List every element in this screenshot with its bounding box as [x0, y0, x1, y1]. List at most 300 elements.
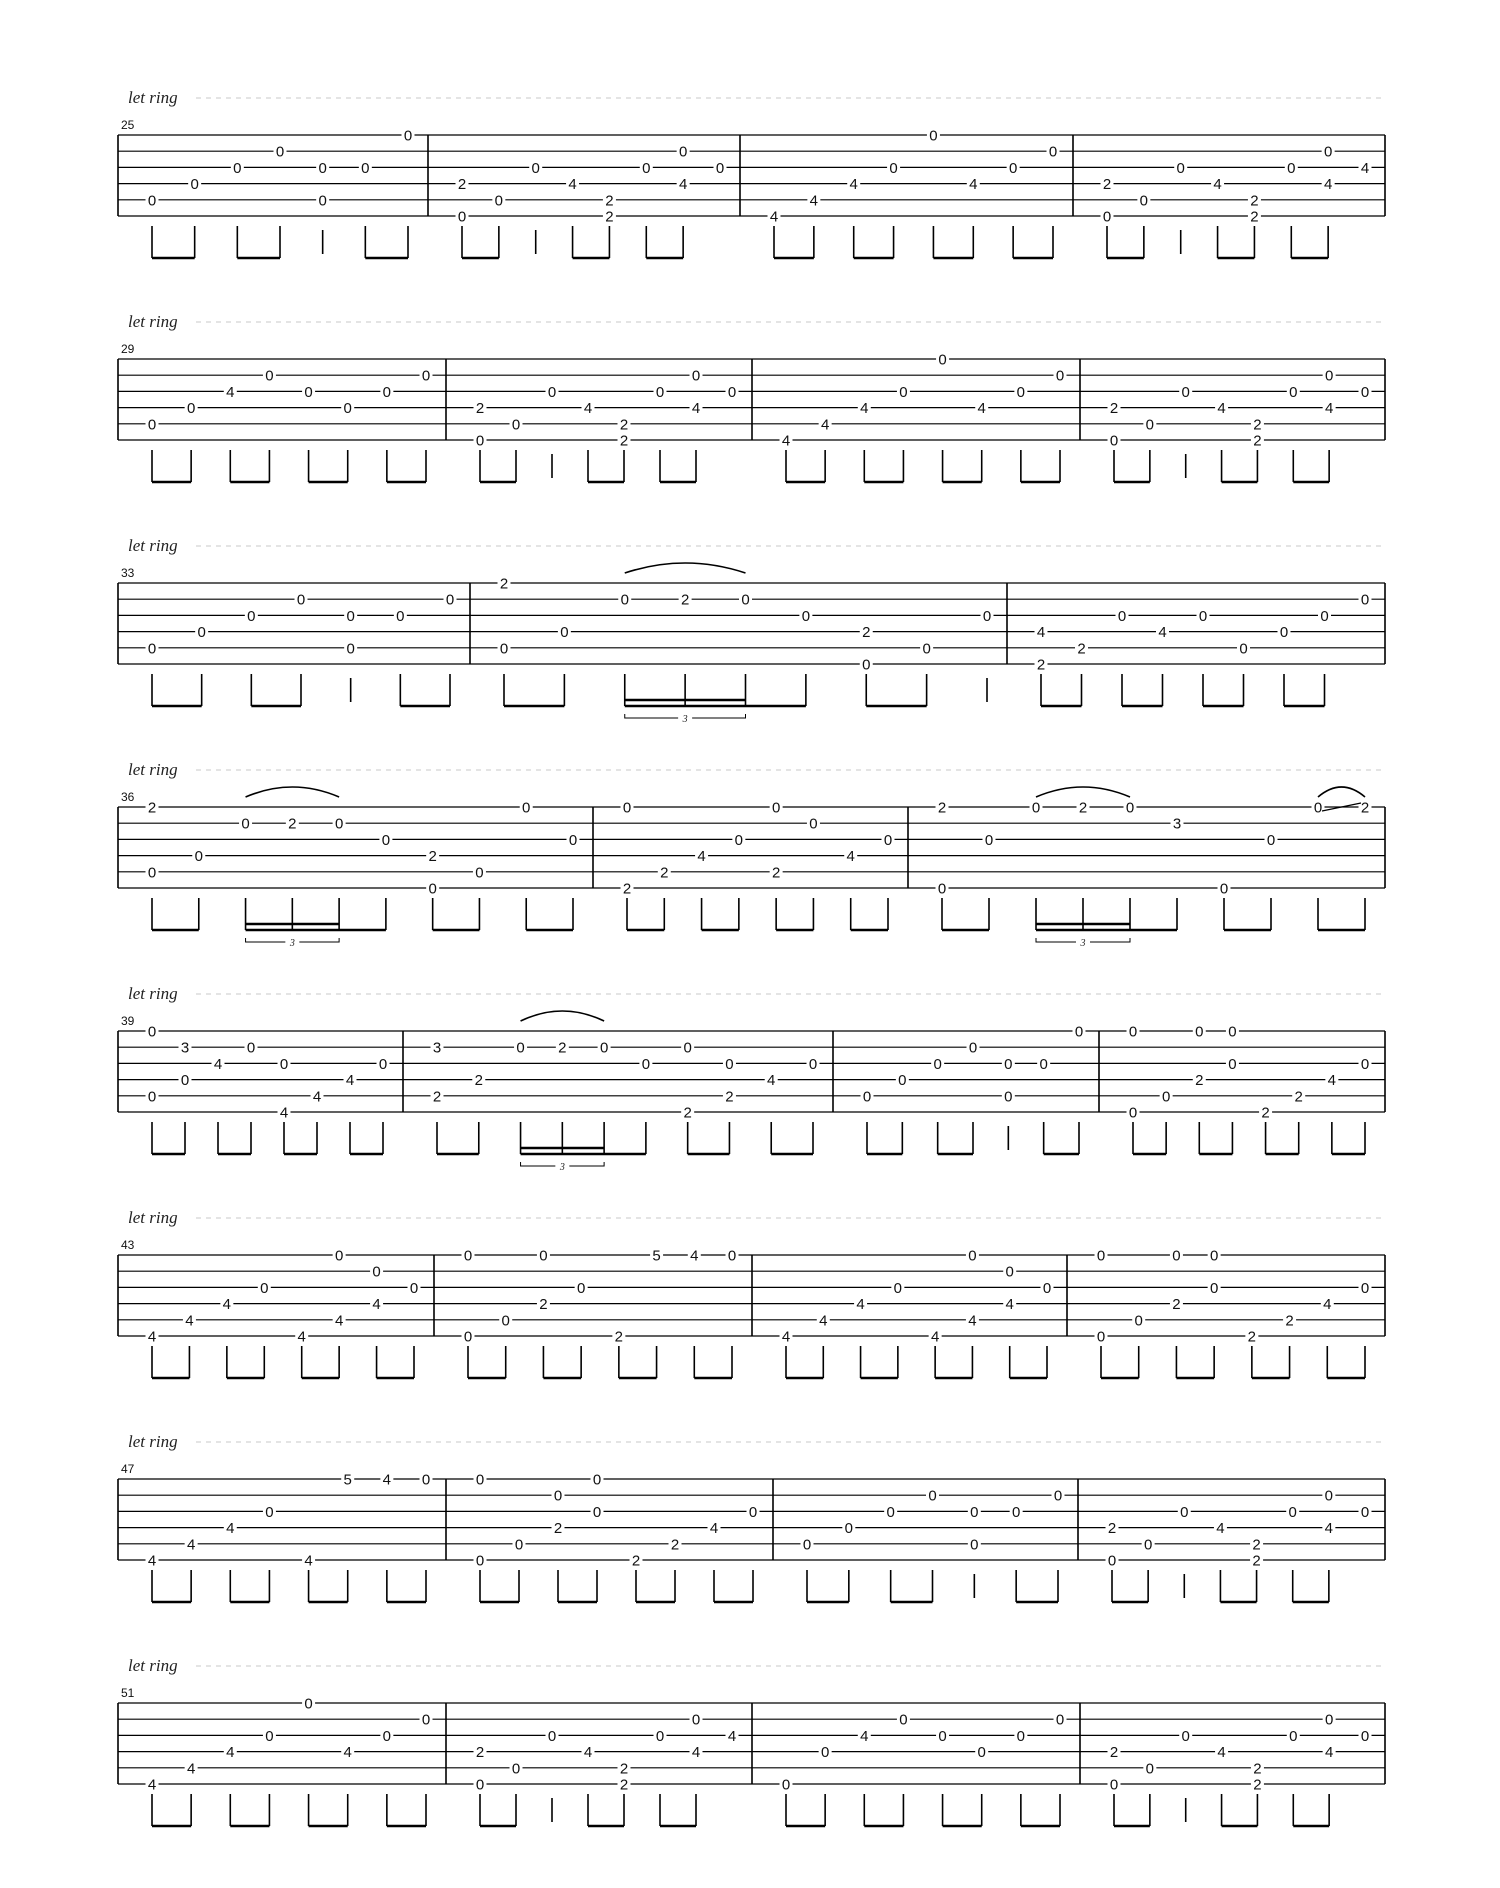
rhythm-group — [1013, 226, 1053, 258]
tab-measure — [780, 351, 1067, 482]
tab-measure — [474, 1711, 739, 1826]
fret-number: 0 — [382, 1727, 392, 1745]
fret-number: 4 — [690, 1247, 699, 1265]
fret-number: 0 — [516, 1039, 525, 1057]
fret-number: 0 — [1172, 1247, 1181, 1265]
fret-number: 2 — [670, 1536, 680, 1554]
rhythm-group — [309, 450, 348, 482]
rhythm-group — [284, 1122, 317, 1154]
fret-number: 0 — [514, 1536, 524, 1554]
fret-number: 4 — [1323, 176, 1333, 194]
fret-number: 0 — [1125, 799, 1135, 817]
fret-number: 0 — [655, 1727, 665, 1745]
fret-number: 0 — [889, 159, 898, 177]
let-ring-label: let ring — [128, 984, 178, 1003]
fret-number: 0 — [970, 1503, 979, 1521]
fret-number: 4 — [297, 1328, 306, 1346]
rhythm-group — [935, 1346, 972, 1378]
fret-number: 2 — [937, 799, 947, 817]
fret-number: 0 — [378, 1055, 388, 1073]
measure-number: 33 — [121, 566, 135, 580]
rhythm-group — [619, 1346, 657, 1378]
fret-number: 0 — [1289, 383, 1298, 401]
rhythm-group — [688, 1122, 730, 1154]
fret-number: 4 — [691, 400, 701, 418]
rhythm-group — [807, 1570, 849, 1602]
fret-number: 2 — [539, 1296, 548, 1314]
rhythm-group — [1021, 450, 1060, 482]
fret-number: 0 — [522, 799, 531, 817]
slur-arc — [625, 563, 746, 573]
rhythm-group — [573, 226, 610, 258]
fret-number: 0 — [1016, 383, 1026, 401]
rhythm-group — [1293, 1570, 1329, 1602]
tab-measure — [474, 367, 739, 482]
fret-number: 0 — [346, 607, 355, 625]
fret-number: 4 — [781, 1328, 791, 1346]
fret-number: 0 — [576, 1279, 586, 1297]
fret-number: 0 — [727, 1247, 737, 1265]
rhythm-group — [1222, 1794, 1258, 1826]
fret-number: 4 — [697, 848, 706, 866]
measure-number: 43 — [121, 1238, 135, 1252]
rhythm-group — [660, 1794, 696, 1826]
fret-number: 0 — [734, 831, 744, 849]
rhythm-group — [526, 898, 573, 930]
rhythm-group — [543, 1346, 581, 1378]
fret-number: 0 — [984, 831, 994, 849]
rhythm-group — [943, 450, 982, 482]
rhythm-group — [152, 226, 195, 258]
fret-number: 3 — [180, 1039, 190, 1057]
slide-arc — [1318, 787, 1365, 797]
fret-number: 0 — [499, 640, 509, 658]
fret-number: 0 — [938, 1727, 947, 1745]
fret-number: 4 — [977, 400, 986, 418]
rhythm-group — [1016, 1570, 1058, 1602]
fret-number: 0 — [886, 1503, 895, 1521]
fret-number: 2 — [660, 864, 669, 882]
fret-number: 0 — [592, 1503, 602, 1521]
triplet-number: 3 — [682, 714, 688, 725]
fret-number: 0 — [655, 383, 665, 401]
fret-number: 0 — [296, 591, 306, 609]
fret-number: 4 — [781, 432, 791, 450]
tab-measure — [146, 127, 415, 258]
fret-number: 3 — [432, 1039, 442, 1057]
tab-measure — [801, 1487, 1065, 1602]
rhythm-group — [437, 1122, 479, 1154]
rhythm-group — [1327, 1346, 1365, 1378]
fret-number: 0 — [1324, 1711, 1334, 1729]
fret-number: 2 — [1253, 1776, 1262, 1794]
fret-number: 5 — [652, 1247, 661, 1265]
rhythm-group — [251, 674, 301, 706]
tab-system — [118, 536, 1385, 725]
fret-number: 4 — [968, 1312, 977, 1330]
rhythm-group — [861, 1346, 898, 1378]
fret-number: 0 — [691, 1711, 701, 1729]
rhythm-group — [1318, 898, 1365, 930]
fret-number: 0 — [246, 1039, 256, 1057]
let-ring-label: let ring — [128, 1208, 178, 1227]
rhythm-group — [1220, 1570, 1256, 1602]
rhythm-group — [387, 1794, 426, 1826]
fret-number: 2 — [1252, 1552, 1261, 1570]
fret-number: 0 — [1324, 1487, 1334, 1505]
fret-number: 0 — [304, 1695, 313, 1713]
rhythm-group — [771, 1122, 813, 1154]
fret-number: 4 — [147, 1776, 157, 1794]
fret-number: 0 — [475, 1471, 485, 1489]
rhythm-group — [237, 226, 280, 258]
fret-number: 0 — [982, 607, 992, 625]
fret-number: 0 — [147, 192, 157, 210]
fret-number: 0 — [862, 656, 871, 674]
fret-number: 2 — [475, 1744, 485, 1762]
rhythm-group — [1107, 226, 1144, 258]
rhythm-group — [866, 674, 926, 706]
fret-number: 0 — [421, 1711, 431, 1729]
fret-number: 0 — [1055, 367, 1065, 385]
fret-number: 0 — [346, 640, 355, 658]
fret-number: 0 — [531, 159, 540, 177]
fret-number: 2 — [288, 815, 297, 833]
rhythm-group — [774, 226, 814, 258]
rhythm-group — [309, 1570, 348, 1602]
fret-number: 0 — [233, 159, 242, 177]
rhythm-group — [938, 1122, 973, 1154]
fret-number: 4 — [226, 1520, 235, 1538]
fret-number: 0 — [382, 383, 392, 401]
fret-number: 2 — [1253, 1760, 1262, 1778]
tab-system — [118, 312, 1385, 482]
fret-number: 0 — [933, 1055, 942, 1073]
fret-number: 0 — [147, 416, 157, 434]
fret-number: 0 — [641, 1055, 651, 1073]
fret-number: 4 — [809, 192, 819, 210]
fret-number: 4 — [1324, 400, 1334, 418]
rhythm-group — [1293, 1794, 1329, 1826]
rhythm-group — [480, 450, 516, 482]
rhythm-group — [152, 1794, 191, 1826]
fret-number: 0 — [334, 815, 344, 833]
fret-number: 0 — [1313, 799, 1323, 817]
fret-number: 0 — [421, 1471, 431, 1489]
fret-number: 0 — [683, 1039, 692, 1057]
fret-number: 0 — [475, 432, 485, 450]
fret-number: 4 — [583, 1744, 593, 1762]
fret-number: 0 — [1102, 208, 1112, 226]
fret-number: 0 — [968, 1247, 977, 1265]
fret-number: 2 — [1109, 1744, 1119, 1762]
rhythm-group — [1203, 674, 1244, 706]
fret-number: 2 — [1250, 208, 1259, 226]
rhythm-group — [1199, 1122, 1232, 1154]
fret-number: 4 — [819, 1312, 828, 1330]
tab-measure — [1095, 1247, 1372, 1378]
rhythm-group — [660, 450, 696, 482]
fret-number: 0 — [691, 367, 701, 385]
fret-number: 0 — [463, 1247, 473, 1265]
let-ring-label: let ring — [128, 88, 178, 107]
tab-measure — [780, 1711, 1067, 1826]
fret-number: 2 — [1172, 1296, 1181, 1314]
fret-number: 4 — [1005, 1296, 1014, 1314]
rhythm-group — [387, 1570, 426, 1602]
tab-measure — [1108, 367, 1372, 482]
fret-number: 0 — [1360, 383, 1370, 401]
fret-number: 0 — [928, 1487, 937, 1505]
fret-number: 0 — [1228, 1023, 1237, 1041]
rhythm-group — [1252, 1346, 1290, 1378]
fret-number: 0 — [678, 143, 688, 161]
fret-number: 0 — [501, 1312, 510, 1330]
fret-number: 0 — [1288, 1503, 1297, 1521]
fret-number: 0 — [922, 640, 931, 658]
fret-number: 0 — [1324, 367, 1334, 385]
fret-number: 0 — [1181, 383, 1190, 401]
fret-number: 0 — [899, 383, 908, 401]
fret-number: 4 — [1360, 159, 1370, 177]
rhythm-group — [891, 1570, 933, 1602]
fret-number: 0 — [1360, 1055, 1370, 1073]
fret-number: 0 — [937, 880, 947, 898]
rhythm-group — [1266, 1122, 1299, 1154]
fret-number: 0 — [568, 831, 578, 849]
fret-number: 0 — [1209, 1279, 1219, 1297]
rhythm-group — [625, 674, 806, 725]
tab-measure — [146, 367, 433, 482]
rhythm-group — [1114, 450, 1150, 482]
tab-measure — [498, 563, 994, 725]
fret-number: 4 — [226, 383, 235, 401]
fret-number: 2 — [1253, 432, 1262, 450]
fret-number: 0 — [781, 1776, 791, 1794]
fret-number: 0 — [1143, 1536, 1153, 1554]
fret-number: 2 — [147, 799, 157, 817]
fret-number: 0 — [748, 1503, 758, 1521]
rhythm-group — [152, 450, 191, 482]
tab-measure — [780, 1247, 1054, 1378]
fret-number: 0 — [247, 607, 256, 625]
fret-number: 0 — [547, 383, 557, 401]
fret-number: 4 — [226, 1744, 235, 1762]
fret-number: 2 — [474, 1072, 483, 1090]
fret-number: 4 — [279, 1104, 289, 1122]
rhythm-group — [1021, 1794, 1060, 1826]
rhythm-group — [152, 1346, 189, 1378]
rhythm-group — [854, 226, 894, 258]
fret-number: 4 — [1213, 176, 1222, 194]
let-ring-label: let ring — [128, 760, 178, 779]
measure-number: 36 — [121, 790, 135, 804]
fret-number: 0 — [511, 416, 521, 434]
rhythm-group — [521, 1122, 646, 1173]
fret-number: 4 — [1216, 1520, 1225, 1538]
tab-measure — [1127, 1023, 1372, 1154]
rhythm-group — [1218, 226, 1255, 258]
rhythm-group — [462, 226, 499, 258]
fret-number: 4 — [304, 1552, 313, 1570]
fret-number: 2 — [622, 880, 632, 898]
fret-number: 0 — [1198, 607, 1208, 625]
triplet-number: 3 — [289, 938, 295, 949]
fret-number: 0 — [147, 864, 157, 882]
fret-number: 0 — [428, 880, 437, 898]
rhythm-group — [480, 1570, 519, 1602]
fret-number: 0 — [899, 1711, 908, 1729]
fret-number: 0 — [396, 607, 405, 625]
fret-number: 4 — [345, 1072, 355, 1090]
fret-number: 4 — [372, 1296, 381, 1314]
fret-number: 4 — [147, 1328, 157, 1346]
rhythm-group — [694, 1346, 732, 1378]
tab-measure — [431, 1011, 820, 1173]
fret-number: 2 — [1253, 416, 1262, 434]
fret-number: 0 — [147, 1023, 157, 1041]
tab-measure — [146, 787, 580, 949]
tab-measure — [861, 1023, 1086, 1154]
tab-system — [118, 1656, 1385, 1826]
tab-measure — [474, 1471, 760, 1602]
fret-number: 0 — [592, 1471, 602, 1489]
fret-number: 0 — [808, 1055, 818, 1073]
rhythm-group — [646, 226, 683, 258]
fret-number: 0 — [1134, 1312, 1143, 1330]
triplet-number: 3 — [1080, 938, 1086, 949]
fret-number: 0 — [1107, 1552, 1117, 1570]
fret-number: 0 — [1128, 1023, 1138, 1041]
fret-number: 4 — [846, 848, 855, 866]
rhythm-group — [714, 1570, 753, 1602]
rhythm-group — [786, 1346, 823, 1378]
fret-number: 0 — [1360, 591, 1370, 609]
fret-number: 2 — [1078, 799, 1088, 817]
fret-number: 0 — [560, 624, 569, 642]
rhythm-group — [302, 1346, 339, 1378]
fret-number: 0 — [1031, 799, 1041, 817]
tab-measure — [768, 127, 1060, 258]
fret-number: 3 — [1172, 815, 1182, 833]
fret-number: 0 — [771, 799, 781, 817]
rhythm-group — [246, 898, 386, 949]
fret-number: 0 — [741, 591, 750, 609]
fret-number: 0 — [929, 127, 938, 145]
fret-number: 0 — [1005, 1263, 1014, 1281]
tab-measure — [936, 787, 1372, 949]
tab-measure — [1101, 143, 1372, 258]
rhythm-group — [627, 898, 664, 930]
fret-number: 4 — [1217, 400, 1226, 418]
fret-number: 2 — [475, 400, 485, 418]
fret-number: 0 — [727, 383, 737, 401]
rhythm-group — [230, 1794, 269, 1826]
rhythm-group — [1041, 674, 1082, 706]
fret-number: 0 — [1145, 416, 1155, 434]
tab-system — [118, 760, 1385, 949]
fret-number: 0 — [265, 1503, 274, 1521]
fret-number: 0 — [1209, 1247, 1219, 1265]
fret-number: 0 — [180, 1072, 190, 1090]
rhythm-group — [365, 226, 408, 258]
rhythm-group — [227, 1346, 264, 1378]
fret-number: 0 — [1096, 1247, 1106, 1265]
fret-number: 0 — [539, 1247, 548, 1265]
tab-system — [118, 984, 1385, 1173]
fret-number: 0 — [938, 351, 947, 369]
fret-number: 0 — [1360, 1727, 1370, 1745]
fret-number: 4 — [1327, 1072, 1337, 1090]
fret-number: 4 — [568, 176, 577, 194]
fret-number: 2 — [428, 848, 437, 866]
fret-number: 4 — [583, 400, 593, 418]
fret-number: 0 — [381, 831, 391, 849]
rhythm-group — [1332, 1122, 1365, 1154]
rhythm-group — [387, 450, 426, 482]
fret-number: 2 — [499, 575, 509, 593]
fret-number: 2 — [619, 432, 629, 450]
fret-number: 0 — [463, 1328, 473, 1346]
fret-number: 0 — [1048, 143, 1058, 161]
fret-number: 2 — [1250, 192, 1259, 210]
fret-number: 4 — [147, 1552, 157, 1570]
fret-number: 0 — [1161, 1088, 1171, 1106]
fret-number: 4 — [709, 1520, 719, 1538]
rhythm-group — [504, 674, 564, 706]
measure-number: 51 — [121, 1686, 135, 1700]
fret-number: 4 — [343, 1744, 352, 1762]
slur-arc — [1036, 787, 1130, 797]
fret-number: 4 — [1324, 1744, 1334, 1762]
rhythm-group — [350, 1122, 383, 1154]
fret-number: 0 — [190, 176, 199, 194]
fret-number: 0 — [1279, 624, 1289, 642]
fret-number: 2 — [680, 591, 690, 609]
fret-number: 2 — [558, 1039, 567, 1057]
fret-number: 0 — [475, 864, 484, 882]
rhythm-group — [309, 1794, 348, 1826]
fret-number: 2 — [1107, 1520, 1117, 1538]
fret-number: 2 — [1252, 1536, 1261, 1554]
fret-number: 0 — [194, 848, 203, 866]
fret-number: 0 — [1287, 159, 1296, 177]
fret-number: 0 — [977, 1744, 986, 1762]
fret-number: 0 — [260, 1279, 269, 1297]
rhythm-group — [1044, 1122, 1079, 1154]
tab-system — [118, 88, 1385, 258]
rhythm-group — [776, 898, 813, 930]
rhythm-group — [152, 674, 202, 706]
fret-number: 0 — [445, 591, 455, 609]
fret-number: 2 — [619, 1760, 629, 1778]
rhythm-group — [1122, 674, 1163, 706]
fret-number: 0 — [372, 1263, 381, 1281]
fret-number: 4 — [860, 400, 869, 418]
tab-measure — [146, 1695, 433, 1826]
fret-number: 2 — [1195, 1072, 1204, 1090]
let-ring-label: let ring — [128, 1656, 178, 1675]
fret-number: 0 — [1289, 1727, 1298, 1745]
fret-number: 0 — [1320, 607, 1329, 625]
fret-number: 0 — [1074, 1023, 1084, 1041]
rhythm-group — [152, 1570, 191, 1602]
fret-number: 0 — [1266, 831, 1276, 849]
rhythm-group — [230, 1570, 269, 1602]
fret-number: 4 — [1217, 1744, 1226, 1762]
rhythm-group — [1291, 226, 1328, 258]
fret-number: 5 — [343, 1471, 352, 1489]
